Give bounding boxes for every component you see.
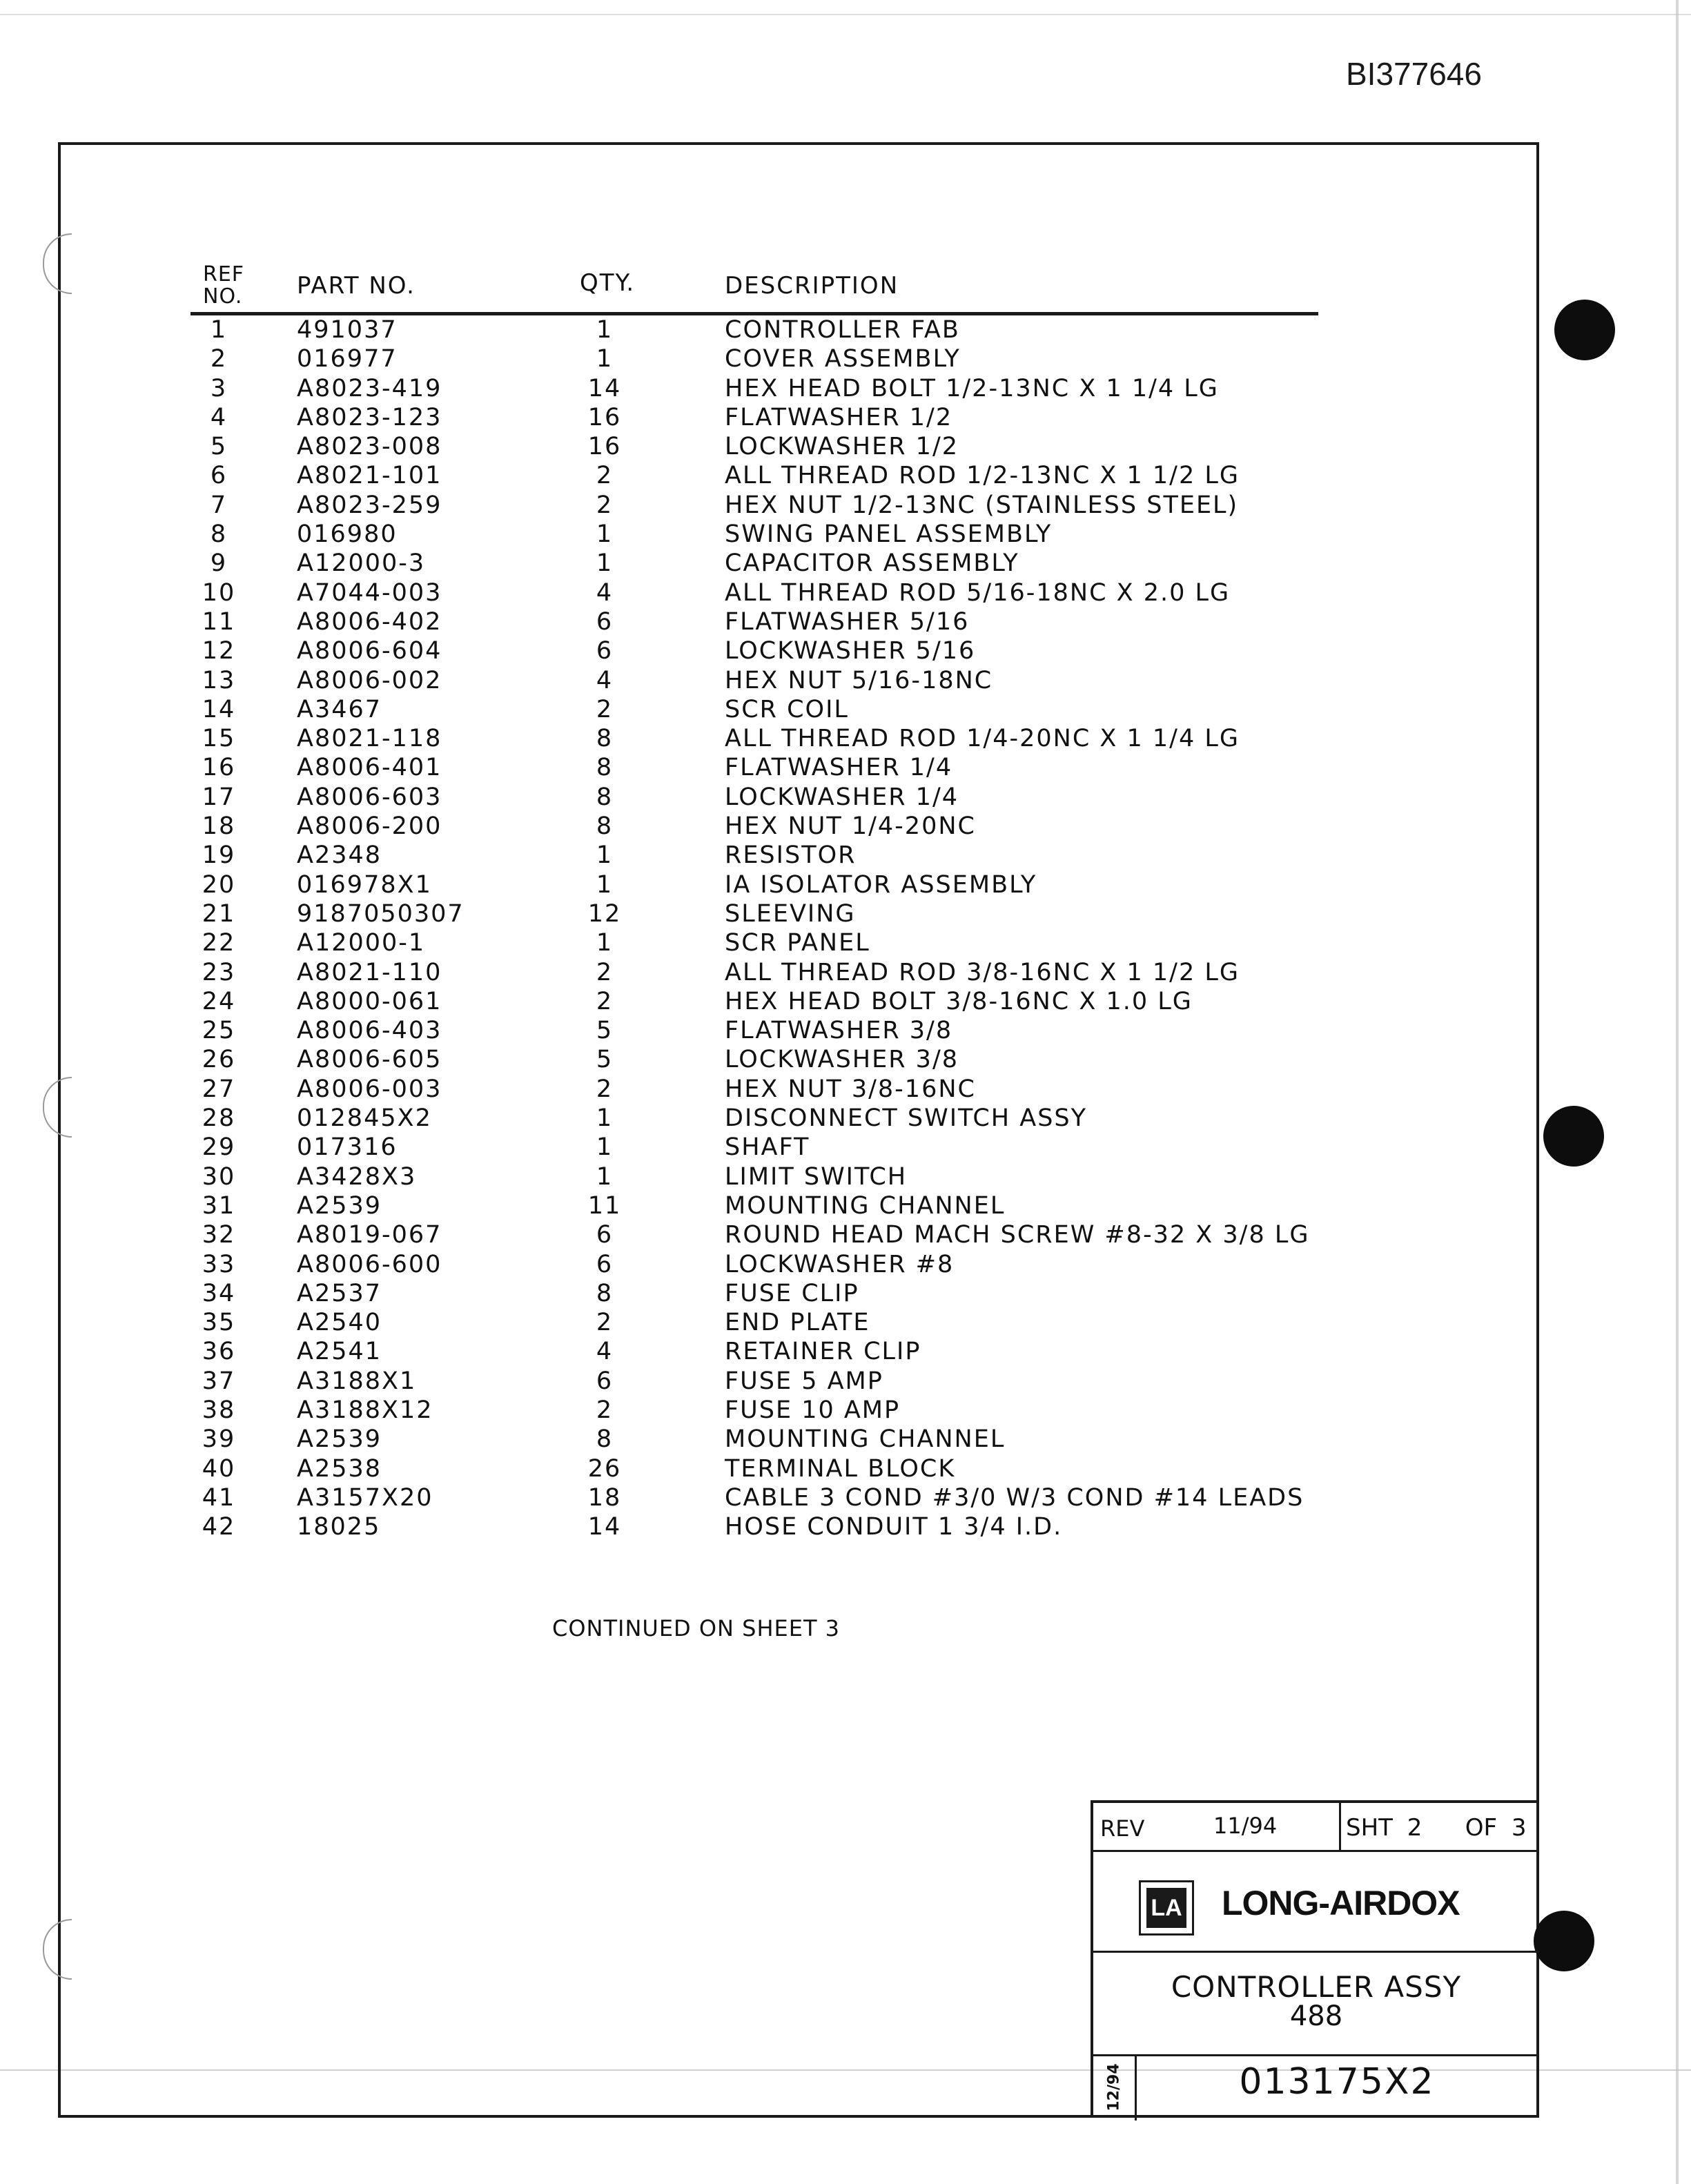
table-row: [190, 695, 1318, 724]
company-logo-glyph: LA: [1146, 1888, 1186, 1928]
table-row: [190, 403, 1318, 432]
part-no-cell: A3188X1: [297, 1367, 417, 1395]
qty-cell: 2: [596, 491, 614, 519]
ref-no-cell: 8: [210, 520, 228, 549]
table-row: [190, 607, 1318, 636]
table-row: [190, 1045, 1318, 1074]
table-row: [190, 1220, 1318, 1249]
description-cell: SLEEVING: [725, 899, 856, 928]
table-row: [190, 1454, 1318, 1483]
table-row: [190, 1250, 1318, 1279]
ref-no-cell: 13: [202, 666, 236, 694]
description-cell: ALL THREAD ROD 5/16-18NC X 2.0 LG: [725, 578, 1231, 607]
ref-no-cell: 41: [202, 1483, 236, 1512]
description-cell: FUSE 10 AMP: [725, 1396, 901, 1424]
qty-cell: 6: [596, 607, 614, 636]
company-logo-icon: [1139, 1880, 1194, 1936]
part-no-cell: 012845X2: [297, 1104, 432, 1133]
qty-cell: 14: [587, 1513, 622, 1541]
ref-no-cell: 3: [210, 374, 228, 402]
part-no-cell: A8006-003: [297, 1075, 442, 1103]
description-cell: ROUND HEAD MACH SCREW #8-32 X 3/8 LG: [725, 1221, 1310, 1249]
table-row: [190, 1308, 1318, 1337]
qty-cell: 6: [596, 1367, 614, 1395]
description-cell: SWING PANEL ASSEMBLY: [725, 520, 1053, 549]
table-row: [190, 374, 1318, 403]
part-no-cell: A8006-002: [297, 666, 442, 694]
table-row: [190, 899, 1318, 928]
header-ref-no: REF NO.: [203, 262, 245, 309]
part-no-cell: A8006-604: [297, 637, 442, 665]
ref-no-cell: 18: [202, 812, 236, 841]
part-no-cell: A8006-600: [297, 1250, 442, 1278]
description-cell: CAPACITOR ASSEMBLY: [725, 549, 1019, 578]
table-row: [190, 520, 1318, 549]
table-row: [190, 491, 1318, 520]
punch-hole-middle: [1543, 1106, 1604, 1167]
qty-cell: 2: [596, 1396, 614, 1424]
description-cell: HEX NUT 1/4-20NC: [725, 812, 976, 841]
drawing-title: CONTROLLER ASSY: [1171, 1970, 1462, 2004]
drawing-model: 488: [1289, 2000, 1343, 2032]
description-cell: HEX HEAD BOLT 1/2-13NC X 1 1/4 LG: [725, 374, 1219, 402]
part-no-cell: A2539: [297, 1425, 382, 1454]
description-cell: LOCKWASHER 5/16: [725, 637, 976, 665]
qty-cell: 16: [587, 403, 622, 431]
ref-no-cell: 6: [210, 462, 228, 490]
description-cell: END PLATE: [725, 1309, 870, 1337]
table-row: [190, 724, 1318, 753]
part-no-cell: A2538: [297, 1454, 382, 1483]
ref-no-cell: 40: [202, 1454, 236, 1483]
qty-cell: 1: [596, 1133, 614, 1162]
scan-artifact-top: [0, 14, 1691, 15]
ref-no-cell: 33: [202, 1250, 236, 1278]
part-no-cell: A3467: [297, 695, 382, 723]
ref-no-cell: 10: [202, 578, 236, 607]
qty-cell: 2: [596, 987, 614, 1015]
qty-cell: 8: [596, 783, 614, 811]
company-row: [1093, 1850, 1539, 1953]
description-cell: FLATWASHER 3/8: [725, 1017, 953, 1045]
qty-cell: 16: [587, 433, 622, 461]
ref-no-cell: 16: [202, 754, 236, 782]
title-block: [1091, 1800, 1539, 2118]
ref-no-cell: 32: [202, 1221, 236, 1249]
table-row: [190, 636, 1318, 665]
part-no-cell: A8021-110: [297, 958, 442, 986]
part-no-cell: A8006-401: [297, 754, 442, 782]
binder-ring-top: [43, 233, 72, 294]
ref-no-cell: 5: [210, 433, 228, 461]
parts-list-header: [190, 261, 1318, 315]
binder-ring-bottom: [43, 1919, 72, 1980]
table-row: [190, 1016, 1318, 1045]
description-cell: HEX NUT 3/8-16NC: [725, 1075, 976, 1103]
ref-no-cell: 37: [202, 1367, 236, 1395]
part-no-cell: A3188X12: [297, 1396, 433, 1424]
description-cell: MOUNTING CHANNEL: [725, 1191, 1006, 1220]
ref-no-cell: 30: [202, 1162, 236, 1191]
table-row: [190, 461, 1318, 490]
qty-cell: 1: [596, 520, 614, 549]
ref-no-cell: 25: [202, 1017, 236, 1045]
qty-cell: 8: [596, 754, 614, 782]
ref-no-cell: 22: [202, 929, 236, 957]
qty-cell: 6: [596, 1250, 614, 1278]
description-cell: RETAINER CLIP: [725, 1338, 921, 1366]
table-row: [190, 1279, 1318, 1308]
table-row: [190, 812, 1318, 841]
qty-cell: 12: [587, 899, 622, 928]
description-cell: FUSE CLIP: [725, 1279, 859, 1307]
part-no-cell: A8006-603: [297, 783, 442, 811]
table-row: [190, 753, 1318, 782]
header-description: DESCRIPTION: [725, 272, 899, 300]
description-cell: FLATWASHER 1/4: [725, 754, 953, 782]
part-no-cell: A2537: [297, 1279, 382, 1307]
table-row: [190, 1337, 1318, 1366]
punch-hole-bottom: [1534, 1911, 1594, 1971]
qty-cell: 4: [596, 666, 614, 694]
document-id: BI377646: [1346, 56, 1482, 92]
description-cell: IA ISOLATOR ASSEMBLY: [725, 870, 1037, 899]
description-cell: SCR PANEL: [725, 929, 870, 957]
punch-hole-top: [1554, 300, 1615, 360]
description-cell: LOCKWASHER 1/4: [725, 783, 959, 811]
rev-label: REV: [1100, 1815, 1145, 1842]
ref-no-cell: 39: [202, 1425, 236, 1454]
part-no-cell: A7044-003: [297, 578, 442, 607]
part-no-cell: A8000-061: [297, 987, 442, 1015]
description-cell: ALL THREAD ROD 3/8-16NC X 1 1/2 LG: [725, 958, 1240, 986]
ref-no-cell: 9: [210, 549, 228, 578]
company-name: LONG-AIRDOX: [1222, 1884, 1460, 1922]
qty-cell: 1: [596, 870, 614, 899]
part-no-cell: 18025: [297, 1513, 381, 1541]
qty-cell: 26: [587, 1454, 622, 1483]
qty-cell: 1: [596, 316, 614, 344]
table-row: [190, 1367, 1318, 1396]
part-no-cell: A3157X20: [297, 1483, 433, 1512]
ref-no-cell: 35: [202, 1309, 236, 1337]
qty-cell: 8: [596, 725, 614, 753]
ref-no-cell: 14: [202, 695, 236, 723]
ref-no-cell: 17: [202, 783, 236, 811]
ref-no-cell: 26: [202, 1046, 236, 1074]
part-no-cell: A8021-118: [297, 725, 442, 753]
part-no-cell: A8006-403: [297, 1017, 442, 1045]
table-row: [190, 666, 1318, 695]
part-no-cell: A8006-200: [297, 812, 442, 841]
ref-no-cell: 36: [202, 1338, 236, 1366]
ref-no-cell: 19: [202, 841, 236, 870]
table-row: [190, 578, 1318, 607]
ref-no-cell: 34: [202, 1279, 236, 1307]
description-cell: LOCKWASHER #8: [725, 1250, 955, 1278]
part-no-cell: 016977: [297, 345, 398, 373]
ref-no-cell: 42: [202, 1513, 236, 1541]
description-cell: HEX NUT 1/2-13NC (STAINLESS STEEL): [725, 491, 1239, 519]
table-row: [190, 1104, 1318, 1133]
ref-no-cell: 1: [210, 316, 228, 344]
description-cell: TERMINAL BLOCK: [725, 1454, 956, 1483]
description-cell: CABLE 3 COND #3/0 W/3 COND #14 LEADS: [725, 1483, 1304, 1512]
header-part-no: PART NO.: [297, 272, 416, 300]
description-cell: RESISTOR: [725, 841, 857, 870]
ref-no-cell: 27: [202, 1075, 236, 1103]
ref-no-cell: 7: [210, 491, 228, 519]
qty-cell: 2: [596, 462, 614, 490]
ref-no-cell: 15: [202, 725, 236, 753]
description-cell: SCR COIL: [725, 695, 849, 723]
drawing-number: 013175X2: [1239, 2061, 1435, 2103]
table-row: [190, 432, 1318, 461]
description-cell: SHAFT: [725, 1133, 810, 1162]
table-row: [190, 841, 1318, 870]
ref-no-cell: 11: [202, 607, 236, 636]
qty-cell: 8: [596, 1425, 614, 1454]
part-no-cell: A2348: [297, 841, 382, 870]
binder-ring-middle: [43, 1077, 72, 1138]
ref-no-cell: 24: [202, 987, 236, 1015]
description-cell: CONTROLLER FAB: [725, 316, 960, 344]
table-row: [190, 928, 1318, 957]
qty-cell: 8: [596, 1279, 614, 1307]
qty-cell: 2: [596, 695, 614, 723]
part-no-cell: A8023-123: [297, 403, 442, 431]
description-cell: MOUNTING CHANNEL: [725, 1425, 1006, 1454]
qty-cell: 6: [596, 1221, 614, 1249]
ref-no-cell: 20: [202, 870, 236, 899]
ref-no-cell: 4: [210, 403, 228, 431]
part-no-cell: 017316: [297, 1133, 398, 1162]
ref-no-cell: 23: [202, 958, 236, 986]
table-row: [190, 958, 1318, 987]
qty-cell: 1: [596, 345, 614, 373]
description-cell: LOCKWASHER 1/2: [725, 433, 959, 461]
qty-cell: 1: [596, 1162, 614, 1191]
table-row: [190, 344, 1318, 373]
description-cell: DISCONNECT SWITCH ASSY: [725, 1104, 1088, 1133]
ref-no-cell: 12: [202, 637, 236, 665]
qty-cell: 2: [596, 1075, 614, 1103]
description-cell: HEX HEAD BOLT 3/8-16NC X 1.0 LG: [725, 987, 1193, 1015]
part-no-cell: A8023-419: [297, 374, 442, 402]
part-no-cell: A2539: [297, 1191, 382, 1220]
description-cell: HOSE CONDUIT 1 3/4 I.D.: [725, 1513, 1063, 1541]
part-no-cell: A12000-3: [297, 549, 426, 578]
qty-cell: 4: [596, 578, 614, 607]
qty-cell: 4: [596, 1338, 614, 1366]
description-cell: FUSE 5 AMP: [725, 1367, 883, 1395]
ref-no-cell: 28: [202, 1104, 236, 1133]
table-row: [190, 549, 1318, 578]
part-no-cell: A8006-605: [297, 1046, 442, 1074]
table-row: [190, 1425, 1318, 1454]
side-date: 12/94: [1105, 2063, 1123, 2112]
parts-list-table: [190, 261, 1318, 1541]
rev-date: 11/94: [1213, 1813, 1278, 1839]
description-cell: LIMIT SWITCH: [725, 1162, 908, 1191]
ref-no-cell: 2: [210, 345, 228, 373]
qty-cell: 1: [596, 841, 614, 870]
qty-cell: 1: [596, 549, 614, 578]
continued-note: CONTINUED ON SHEET 3: [552, 1615, 841, 1641]
table-row: [190, 1162, 1318, 1191]
table-row: [190, 987, 1318, 1016]
part-no-cell: A12000-1: [297, 929, 426, 957]
description-cell: COVER ASSEMBLY: [725, 345, 961, 373]
table-row: [190, 1396, 1318, 1425]
part-no-cell: A8023-259: [297, 491, 442, 519]
description-cell: ALL THREAD ROD 1/2-13NC X 1 1/2 LG: [725, 462, 1240, 490]
qty-cell: 5: [596, 1017, 614, 1045]
part-no-cell: A8023-008: [297, 433, 442, 461]
title-row: [1093, 1951, 1539, 2056]
qty-cell: 2: [596, 1309, 614, 1337]
qty-cell: 5: [596, 1046, 614, 1074]
scan-artifact-right: [1676, 0, 1679, 2184]
description-cell: FLATWASHER 5/16: [725, 607, 970, 636]
parts-list-body: [190, 315, 1318, 1541]
description-cell: HEX NUT 5/16-18NC: [725, 666, 993, 694]
table-row: [190, 1133, 1318, 1162]
table-row: [190, 1191, 1318, 1220]
qty-cell: 18: [587, 1483, 622, 1512]
table-row: [190, 870, 1318, 899]
side-date-cell: [1093, 2054, 1137, 2120]
table-row: [190, 1075, 1318, 1104]
ref-no-cell: 29: [202, 1133, 236, 1162]
part-no-cell: A8021-101: [297, 462, 442, 490]
qty-cell: 14: [587, 374, 622, 402]
table-row: [190, 1512, 1318, 1541]
part-no-cell: A8019-067: [297, 1221, 442, 1249]
qty-cell: 1: [596, 929, 614, 957]
rev-divider: [1339, 1803, 1341, 1850]
ref-no-cell: 31: [202, 1191, 236, 1220]
part-no-cell: 016978X1: [297, 870, 432, 899]
qty-cell: 6: [596, 637, 614, 665]
ref-no-cell: 21: [202, 899, 236, 928]
part-no-cell: A3428X3: [297, 1162, 417, 1191]
part-no-cell: 9187050307: [297, 899, 465, 928]
table-row: [190, 1483, 1318, 1512]
table-row: [190, 783, 1318, 812]
part-no-cell: 016980: [297, 520, 398, 549]
qty-cell: 8: [596, 812, 614, 841]
header-qty: QTY.: [580, 269, 636, 297]
part-no-cell: 491037: [297, 316, 398, 344]
qty-cell: 1: [596, 1104, 614, 1133]
ref-no-cell: 38: [202, 1396, 236, 1424]
sheet-number: SHT 2 OF 3: [1346, 1814, 1527, 1842]
part-no-cell: A2540: [297, 1309, 382, 1337]
description-cell: ALL THREAD ROD 1/4-20NC X 1 1/4 LG: [725, 725, 1240, 753]
part-no-cell: A2541: [297, 1338, 382, 1366]
table-row: [190, 315, 1318, 344]
description-cell: FLATWASHER 1/2: [725, 403, 953, 431]
revision-row: [1093, 1803, 1539, 1852]
qty-cell: 11: [587, 1191, 622, 1220]
description-cell: LOCKWASHER 3/8: [725, 1046, 959, 1074]
qty-cell: 2: [596, 958, 614, 986]
drawing-number-row: [1093, 2054, 1539, 2120]
part-no-cell: A8006-402: [297, 607, 442, 636]
